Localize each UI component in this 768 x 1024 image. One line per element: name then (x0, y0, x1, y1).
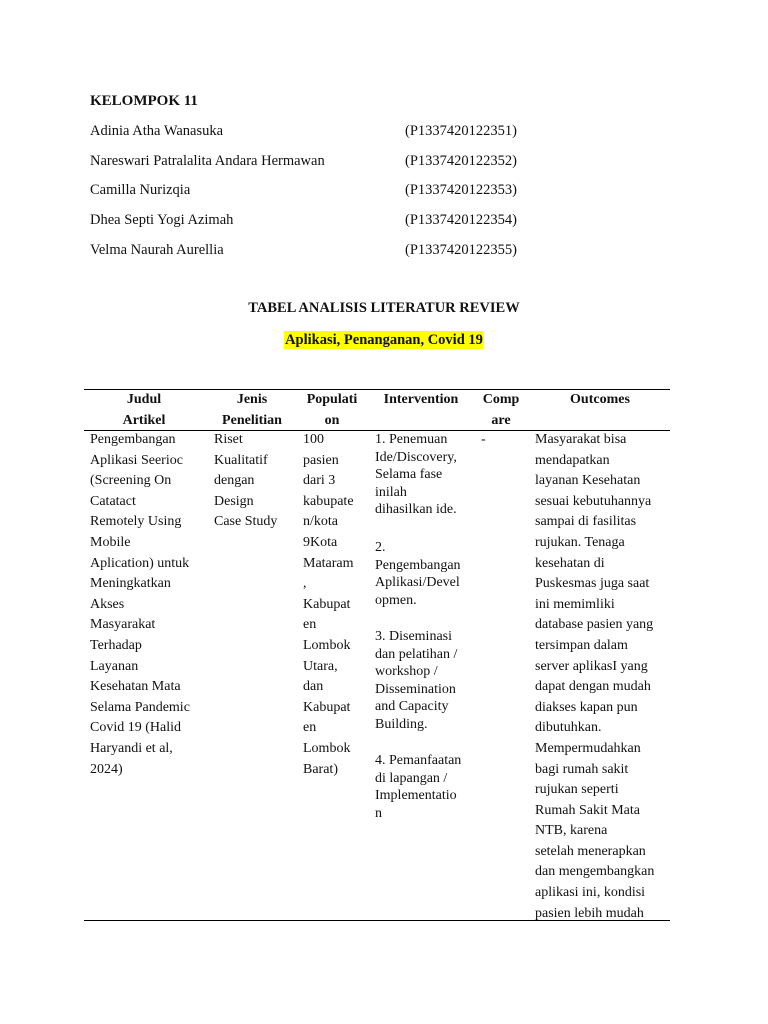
keywords-line (0, 331, 768, 349)
cell-line: inilah (375, 484, 407, 500)
cell-line: mendapatkan (535, 452, 610, 468)
cell-line: Kualitatif (214, 452, 268, 468)
member-name: Velma Naurah Aurellia (90, 242, 224, 258)
cell-line: Mobile (90, 534, 131, 550)
cell-line: Pengembangan (375, 557, 461, 573)
cell-line: layanan Kesehatan (535, 473, 641, 489)
cell-line: Ide/Discovery, (375, 449, 457, 465)
cell-line: dibutuhkan. (535, 720, 602, 736)
cell-line: kabupate (303, 493, 354, 509)
header-compare (476, 389, 526, 431)
cell-line: , (303, 576, 307, 592)
cell-line: kesehatan di (535, 555, 605, 571)
group-title: KELOMPOK 11 (90, 93, 198, 109)
header-jenis-line: Penelitian (222, 413, 282, 428)
cell-line: en (303, 617, 317, 633)
cell-line: Barat) (303, 761, 338, 777)
cell-line: Kabupat (303, 699, 351, 715)
cell-line: Aplikasi/Devel (375, 575, 460, 590)
cell-line: 2024) (90, 761, 123, 777)
member-name: Adinia Atha Wanasuka (90, 123, 224, 139)
cell-line: n/kota (303, 514, 338, 530)
cell-line: aplikasi ini, kondisi (535, 885, 646, 901)
cell-line: Masyarakat bisa (535, 432, 627, 447)
cell-line: di lapangan / (375, 770, 448, 786)
member-nim: (P1337420122355) (405, 242, 517, 258)
cell-line: Mataram (303, 555, 354, 571)
cell-line: Kabupat (303, 596, 351, 612)
cell-line: n (375, 805, 382, 821)
header-outcomes (532, 389, 668, 410)
intervention-step-4 (375, 752, 461, 822)
cell-line: 9Kota (303, 534, 338, 550)
cell-line: Remotely Using (90, 514, 182, 530)
member-name: Camilla Nurizqia (90, 182, 191, 198)
table-title: TABEL ANALISIS LITERATUR REVIEW (248, 300, 520, 316)
cell-line: Design (214, 493, 254, 509)
cell-line: Akses (90, 596, 125, 612)
cell-line: and Capacity (375, 699, 449, 714)
cell-line: tersimpan dalam (535, 637, 628, 653)
cell-line: Pengembangan (90, 432, 176, 447)
cell-line: rujukan. Tenaga (535, 534, 625, 550)
member-nim: (P1337420122354) (405, 212, 517, 228)
cell-line: dan (303, 679, 324, 695)
header-jenis-line: Jenis (236, 392, 268, 407)
cell-line: Rumah Sakit Mata (535, 802, 640, 818)
cell-line: dan mengembangkan (535, 864, 655, 880)
cell-line: 4. Pemanfaatan (375, 753, 462, 768)
header-outcomes-line: Outcomes (570, 392, 630, 407)
cell-line: Haryandi et al, (90, 740, 173, 756)
header-populasi-line: Populati (306, 392, 358, 407)
cell-line: 100 (303, 432, 324, 447)
cell-line: workshop / (375, 664, 438, 679)
cell-line: en (303, 720, 317, 736)
header-compare-line: Comp (482, 392, 520, 407)
cell-line: Layanan (90, 658, 139, 674)
member-nim: (P1337420122352) (405, 153, 517, 169)
cell-line: opmen. (375, 592, 417, 608)
cell-line: dan pelatihan / (375, 646, 458, 662)
cell-line: Building. (375, 716, 428, 732)
cell-line: 2. (375, 540, 386, 555)
cell-line: Mempermudahkan (535, 740, 641, 756)
cell-line: Covid 19 (Halid (90, 720, 181, 736)
member-name: Dhea Septi Yogi Azimah (90, 212, 234, 228)
header-intervention (370, 389, 472, 410)
cell-populasi (303, 430, 354, 780)
cell-line: ini memimliki (535, 596, 615, 612)
cell-line: Selama Pandemic (90, 699, 190, 715)
header-jenis (212, 389, 292, 431)
cell-line: dari 3 (303, 473, 336, 489)
cell-line: Meningkatkan (90, 576, 171, 592)
cell-line: sampai di fasilitas (535, 514, 637, 530)
cell-line: Implementatio (375, 788, 457, 803)
cell-judul (90, 430, 190, 780)
intervention-step-1 (375, 431, 457, 519)
cell-line: Dissemination (375, 681, 456, 697)
cell-line: Lombok (303, 637, 351, 653)
cell-line: Terhadap (90, 637, 142, 653)
cell-line: Utara, (303, 658, 338, 674)
cell-line: (Screening On (90, 473, 172, 489)
header-judul (86, 389, 202, 431)
cell-line: - (481, 432, 486, 447)
cell-line: Riset (214, 432, 243, 447)
cell-line: dengan (214, 473, 255, 489)
cell-line: Masyarakat (90, 617, 156, 633)
header-populasi (299, 389, 365, 431)
keywords-highlight: Aplikasi, Penanganan, Covid 19 (285, 332, 483, 348)
cell-line: Aplikasi Seerioc (90, 452, 183, 468)
intervention-step-3 (375, 628, 457, 733)
cell-line: setelah menerapkan (535, 843, 646, 859)
cell-line: Puskesmas juga saat (535, 576, 650, 592)
cell-line: rujukan seperti (535, 782, 619, 798)
header-compare-line: are (491, 413, 511, 428)
cell-line: server aplikasI yang (535, 658, 648, 674)
cell-line: dapat dengan mudah (535, 679, 651, 695)
intervention-step-2 (375, 539, 461, 609)
header-intervention-line: Intervention (383, 392, 459, 407)
header-judul-line: Artikel (122, 413, 166, 428)
cell-line: Catatact (90, 493, 136, 509)
member-nim: (P1337420122353) (405, 182, 517, 198)
header-populasi-line: on (324, 413, 340, 428)
cell-line: NTB, karena (535, 823, 608, 839)
cell-line: pasien lebih mudah (535, 905, 644, 921)
cell-outcomes (535, 430, 654, 924)
member-name: Nareswari Patralalita Andara Hermawan (90, 153, 325, 169)
cell-line: Kesehatan Mata (90, 679, 181, 695)
cell-line: dihasilkan ide. (375, 502, 457, 517)
cell-line: pasien (303, 452, 339, 468)
cell-line: bagi rumah sakit (535, 761, 629, 777)
cell-line: 3. Diseminasi (375, 629, 452, 644)
cell-line: sesuai kebutuhannya (535, 493, 652, 509)
cell-compare (481, 430, 486, 451)
cell-line: diakses kapan pun (535, 699, 638, 715)
cell-line: database pasien yang (535, 617, 654, 633)
member-nim: (P1337420122351) (405, 123, 517, 139)
cell-line: Lombok (303, 740, 351, 756)
cell-line: 1. Penemuan (375, 432, 448, 447)
cell-line: Selama fase (375, 467, 443, 482)
cell-jenis (214, 430, 277, 533)
cell-line: Case Study (214, 514, 278, 530)
header-judul-line: Judul (126, 392, 162, 407)
cell-line: Aplication) untuk (90, 555, 190, 571)
